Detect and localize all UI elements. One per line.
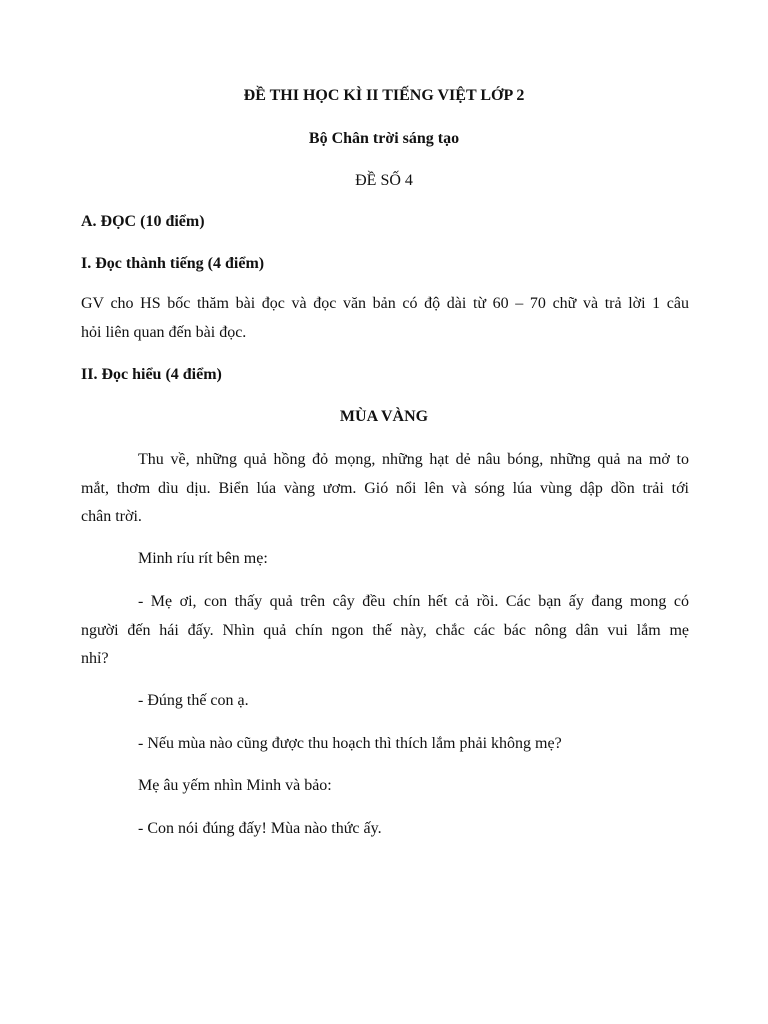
passage-line: chân trời.: [81, 508, 142, 525]
passage-paragraph: - Nếu mùa nào cũng được thu hoạch thì thích lắm phải không mẹ?: [138, 735, 562, 752]
passage-paragraph: Mẹ âu yếm nhìn Minh và bảo:: [138, 777, 332, 794]
section-a-heading: A. ĐỌC (10 điểm): [81, 213, 205, 230]
part-2-heading: II. Đọc hiểu (4 điểm): [81, 366, 222, 383]
passage-line: - Mẹ ơi, con thấy quả trên cây đều chín hết cả rồi. Các bạn ấy đang mong có: [138, 593, 689, 610]
passage-paragraph: - Đúng thế con ạ.: [138, 692, 249, 709]
document-title: ĐỀ THI HỌC KÌ II TIẾNG VIỆT LỚP 2: [243, 87, 525, 104]
passage-line: nhỉ?: [81, 650, 109, 667]
passage-line: mắt, thơm dìu dịu. Biển lúa vàng ươm. Gió nổi lên và sóng lúa vùng dập dồn trải tới: [81, 480, 689, 497]
passage-paragraph: Minh ríu rít bên mẹ:: [138, 550, 268, 567]
passage-title: MÙA VÀNG: [339, 408, 429, 425]
document-subtitle: Bộ Chân trời sáng tạo: [308, 130, 460, 147]
passage-line: Thu về, những quả hồng đỏ mọng, những hạt dẻ nâu bóng, những quả na mở to: [138, 451, 689, 468]
instruction-line: hỏi liên quan đến bài đọc.: [81, 324, 247, 341]
passage-line: người đến hái đấy. Nhìn quả chín ngon thế này, chắc các bác nông dân vui lắm mẹ: [81, 622, 689, 639]
part-1-heading: I. Đọc thành tiếng (4 điểm): [81, 255, 265, 272]
passage-paragraph: - Con nói đúng đấy! Mùa nào thức ấy.: [138, 820, 382, 837]
instruction-line: GV cho HS bốc thăm bài đọc và đọc văn bản có độ dài từ 60 – 70 chữ và trả lời 1 câu: [81, 295, 689, 312]
exam-number: ĐỀ SỐ 4: [355, 172, 413, 189]
